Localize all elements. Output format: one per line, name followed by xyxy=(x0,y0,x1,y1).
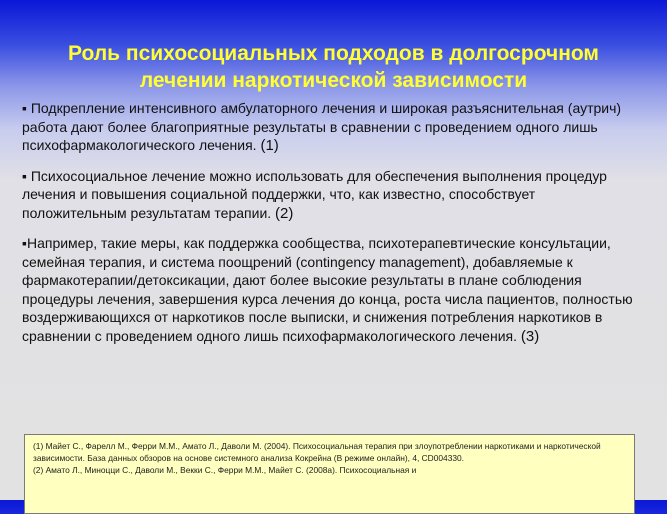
reference-1: (1) Майет С., Фарелл М., Ферри М.М., Амато Л., Даволи М. (2004). Психосоциальная терапия при злоупотреблении наркотиками и наркотической зависимости. База данных обзоров на основе системного анализа Кокрейна (В режиме онлайн), 4, CD004330. xyxy=(33,441,601,463)
references-box xyxy=(24,434,635,514)
bullet-square-icon: ▪ xyxy=(22,167,27,184)
title-line-1: Роль психосоциальных подходов в долгосрочном xyxy=(68,42,599,65)
reference-marker: (3) xyxy=(520,327,540,345)
bullet-text: Например, такие меры, как поддержка сообщества, психотерапевтические консультации, семейная терапия, и система поощрений (contingency management), добавляемые к фармакотерапии/детоксикации, дают более высокие результаты в плане соблюдения процедуры лечения, завершения курса лечения до конца, роста числа пациентов, полностью воздерживающихся от наркотиков после выписки, и снижения потребления наркотиков в сравнении с проведением одного лишь психофармакологического лечения. xyxy=(22,235,633,344)
reference-marker: (2) xyxy=(275,204,294,222)
bullet-square-icon: ▪ xyxy=(22,100,27,116)
bullet-square-icon: ▪ xyxy=(22,235,27,251)
slide-title xyxy=(0,40,667,94)
reference-marker: (1) xyxy=(260,137,279,154)
bullet-item-2 xyxy=(22,167,634,224)
bullet-list xyxy=(22,99,634,357)
bullet-text: Подкрепление интенсивного амбулаторного лечения и широкая разъяснительная (аутрич) работа дают более благоприятные результаты в сравнении с проведением одного лишь психофармакологического лечения. xyxy=(22,100,622,153)
bullet-item-1 xyxy=(22,99,634,156)
bullet-item-3 xyxy=(22,234,634,346)
bullet-text: Психосоциальное лечение можно использовать для обеспечения выполнения процедур лечения и повышения социальной поддержки, что, как известно, способствует положительным результатам терапии. xyxy=(22,167,607,221)
reference-2: (2) Амато Л., Миноцци С., Даволи М., Векки С., Ферри М.М., Майет С. (2008а). Психосоциальная и xyxy=(33,465,417,475)
title-line-2: лечении наркотической зависимости xyxy=(139,69,528,92)
